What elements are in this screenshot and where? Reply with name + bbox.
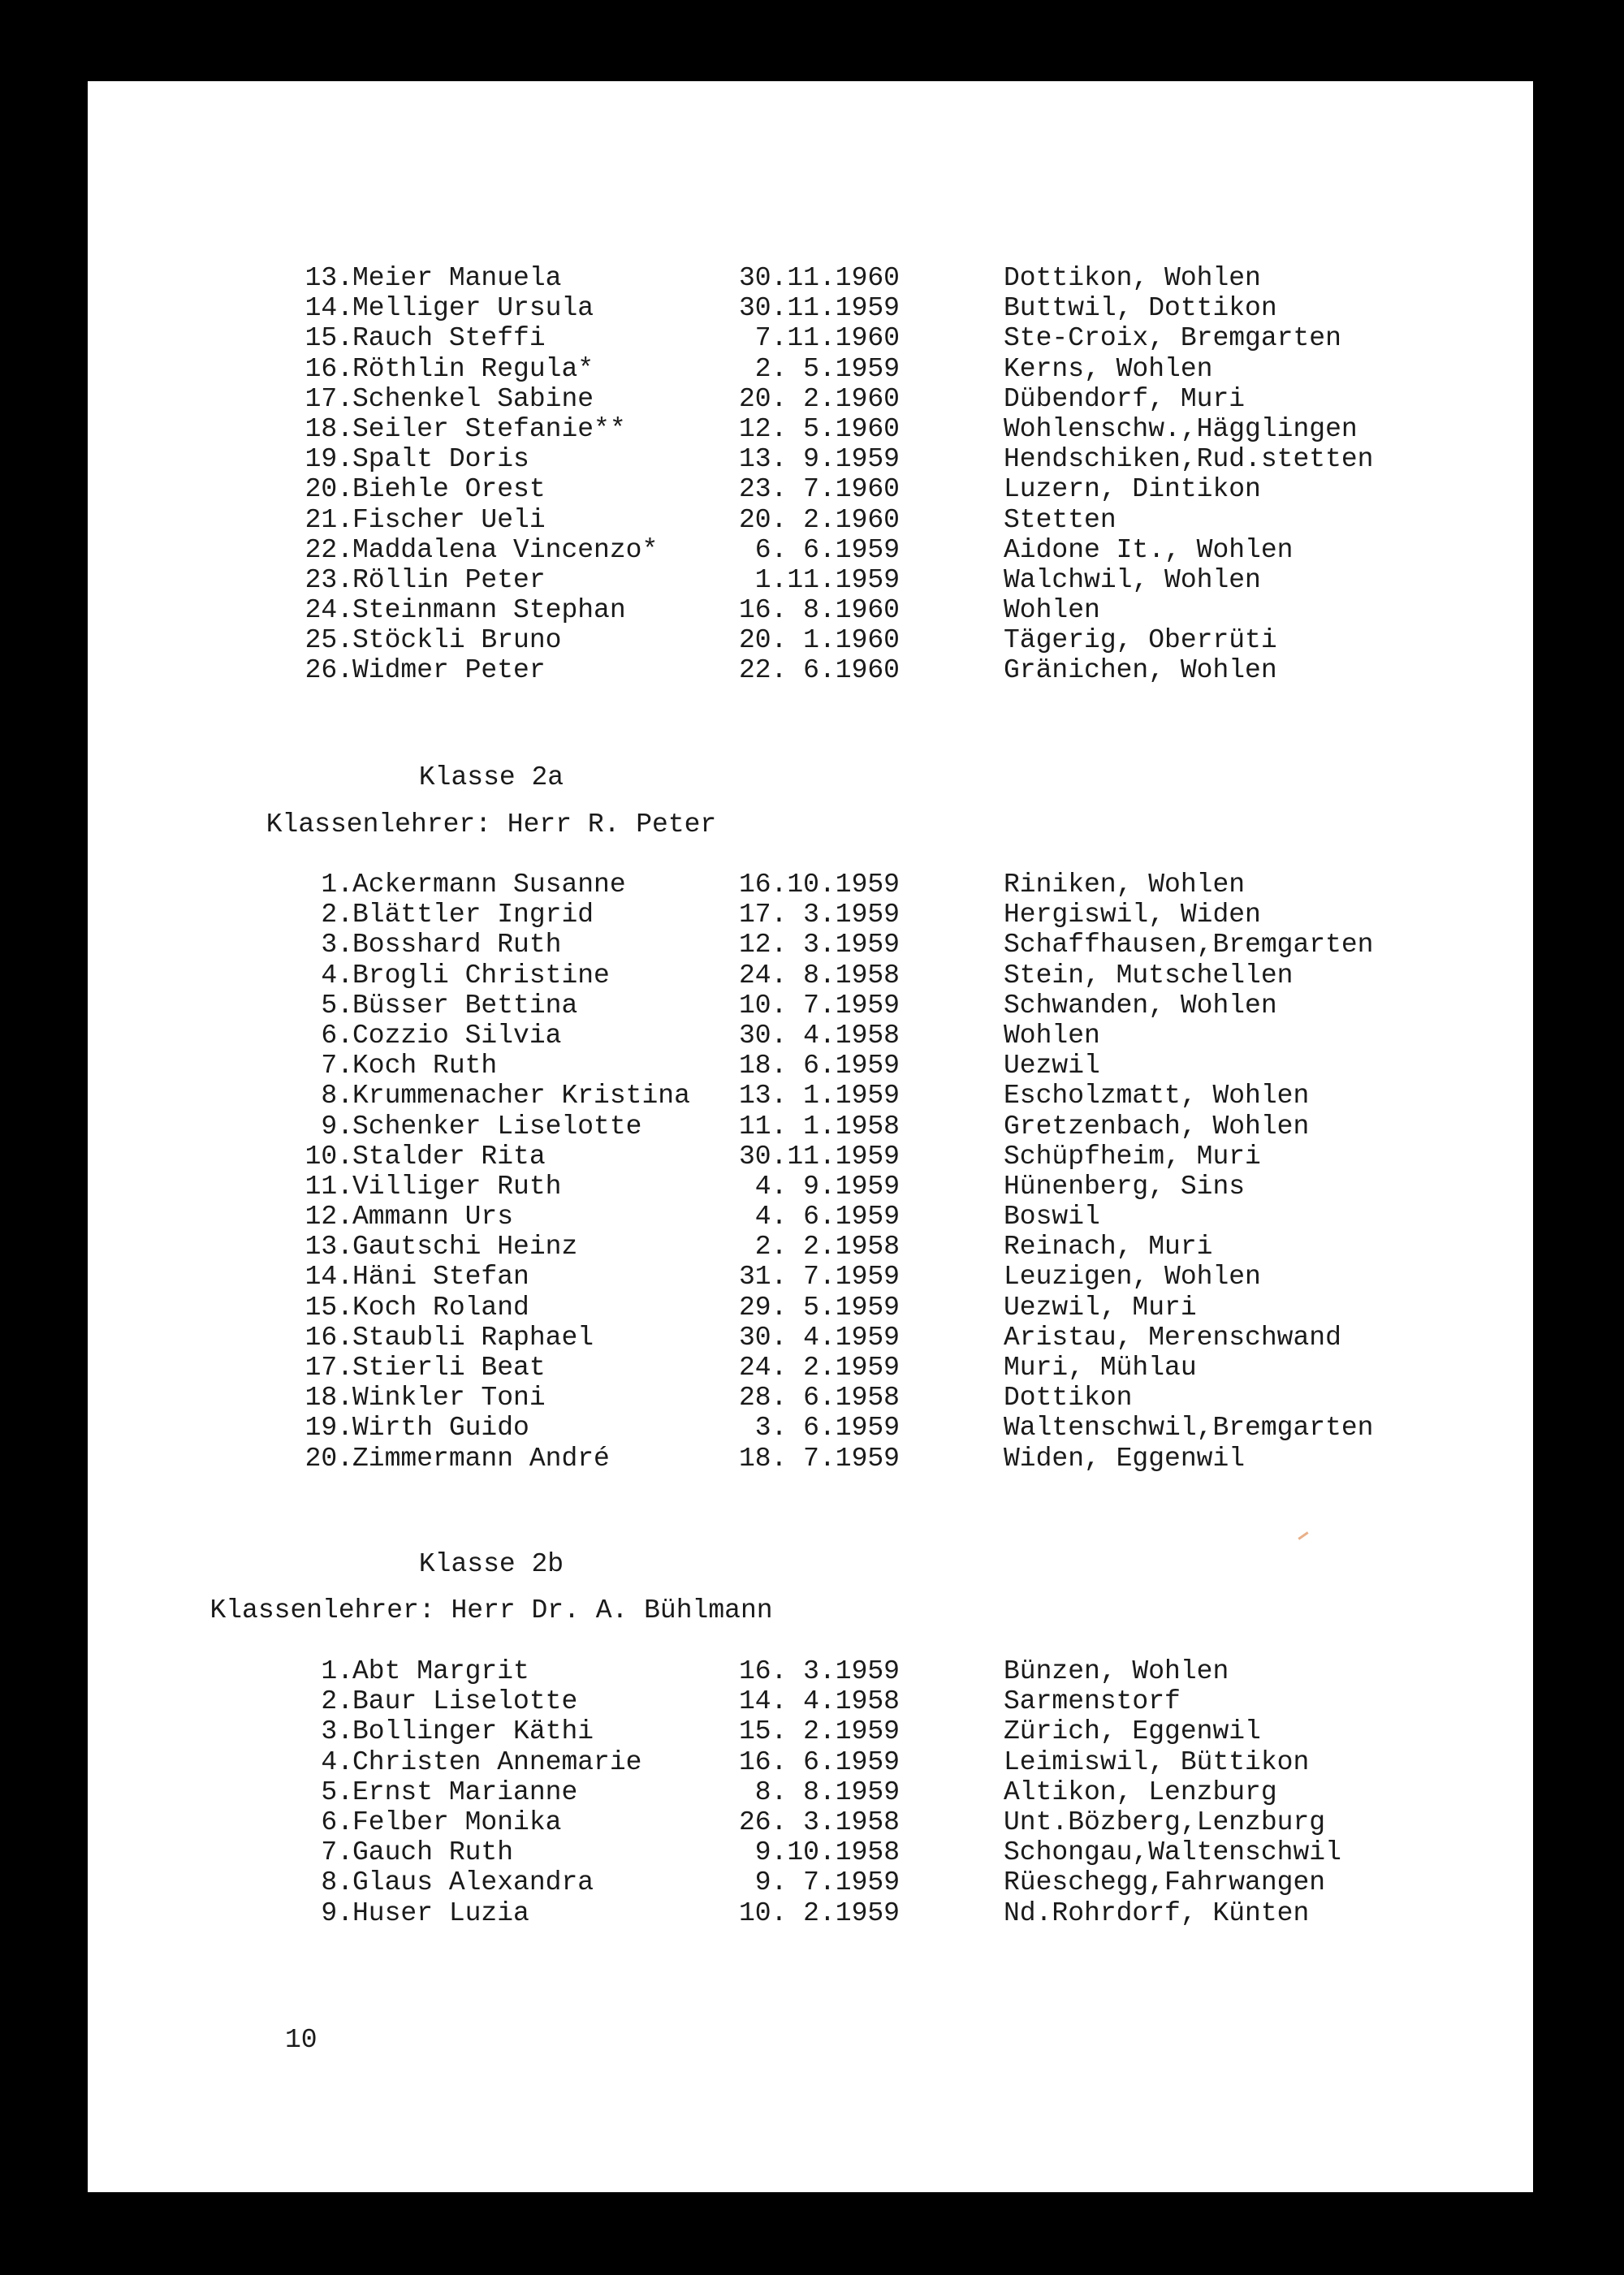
list-item [88,1353,1533,1383]
class-2b-student-list [88,1656,1533,1928]
class-2a-teacher: Klassenlehrer: Herr R. Peter [266,809,717,840]
entry-number: 4. [321,960,353,991]
birth-date: 20. 2.1960 [738,383,900,414]
home-towns: Wohlen [1004,595,1100,626]
student-name: Huser Luzia [352,1897,529,1928]
home-towns: Uezwil [1004,1051,1100,1081]
entry-number: 12. [304,1202,353,1232]
student-name: Abt Margrit [352,1656,529,1686]
birth-date: 14. 4.1958 [738,1686,900,1717]
list-item [88,1021,1533,1051]
list-item [88,930,1533,960]
list-item [88,565,1533,595]
home-towns: Schüpfheim, Muri [1004,1141,1261,1172]
list-item [88,323,1533,353]
entry-number: 5. [321,1776,353,1807]
entry-number: 24. [304,595,353,626]
birth-date: 31. 7.1959 [738,1262,900,1293]
student-name: Felber Monika [352,1807,562,1837]
student-name: Cozzio Silvia [352,1020,562,1051]
list-item [88,1383,1533,1413]
list-item [88,505,1533,535]
list-item [88,263,1533,293]
birth-date: 28. 6.1958 [738,1383,900,1414]
entry-number: 5. [321,990,353,1021]
home-towns: Hendschiken,Rud.stetten [1004,444,1374,475]
home-towns: Gränichen, Wohlen [1004,655,1277,686]
entry-number: 6. [321,1807,353,1837]
home-towns: Gretzenbach, Wohlen [1004,1111,1310,1142]
birth-date: 6. 6.1959 [754,534,900,565]
birth-date: 16. 3.1959 [738,1656,900,1686]
student-name: Spalt Doris [352,444,529,475]
list-item [88,1081,1533,1111]
birth-date: 26. 3.1958 [738,1807,900,1837]
list-item [88,1323,1533,1353]
birth-date: 23. 7.1960 [738,474,900,505]
birth-date: 24. 2.1959 [738,1353,900,1383]
entry-number: 1. [321,870,353,900]
home-towns: Rüeschegg,Fahrwangen [1004,1867,1326,1898]
entry-number: 23. [304,564,353,595]
birth-date: 20. 2.1960 [738,504,900,535]
birth-date: 30.11.1959 [738,293,900,324]
list-item [88,900,1533,930]
birth-date: 13. 9.1959 [738,444,900,475]
student-name: Biehle Orest [352,474,546,505]
student-name: Widmer Peter [352,655,546,686]
birth-date: 7.11.1960 [754,323,900,354]
home-towns: Buttwil, Dottikon [1004,293,1277,324]
list-item [88,535,1533,565]
list-item [88,444,1533,474]
home-towns: Sarmenstorf [1004,1686,1181,1717]
home-towns: Stetten [1004,504,1116,535]
home-towns: Schwanden, Wohlen [1004,990,1277,1021]
birth-date: 4. 6.1959 [754,1202,900,1232]
entry-number: 3. [321,1716,353,1747]
student-name: Fischer Ueli [352,504,546,535]
student-name: Maddalena Vincenzo* [352,534,659,565]
student-name: Melliger Ursula [352,293,594,324]
home-towns: Boswil [1004,1202,1100,1232]
student-list-continued [88,263,1533,686]
student-name: Villiger Ruth [352,1171,562,1202]
entry-number: 18. [304,413,353,444]
student-name: Schenkel Sabine [352,383,594,414]
entry-number: 15. [304,1292,353,1323]
list-item [88,474,1533,504]
student-name: Stalder Rita [352,1141,546,1172]
home-towns: Unt.Bözberg,Lenzburg [1004,1807,1326,1837]
entry-number: 7. [321,1837,353,1868]
entry-number: 17. [304,1353,353,1383]
home-towns: Wohlenschw.,Hägglingen [1004,413,1358,444]
birth-date: 29. 5.1959 [738,1292,900,1323]
entry-number: 13. [304,263,353,293]
birth-date: 4. 9.1959 [754,1171,900,1202]
entry-number: 17. [304,383,353,414]
list-item [88,1232,1533,1262]
student-name: Baur Liselotte [352,1686,578,1717]
entry-number: 20. [304,474,353,505]
birth-date: 2. 2.1958 [754,1232,900,1263]
entry-number: 2. [321,900,353,930]
list-item [88,625,1533,655]
entry-number: 20. [304,1443,353,1474]
home-towns: Tägerig, Oberrüti [1004,625,1277,656]
entry-number: 9. [321,1897,353,1928]
home-towns: Dottikon [1004,1383,1133,1414]
birth-date: 12. 5.1960 [738,413,900,444]
entry-number: 3. [321,930,353,961]
birth-date: 10. 2.1959 [738,1897,900,1928]
entry-number: 14. [304,293,353,324]
home-towns: Escholzmatt, Wohlen [1004,1081,1310,1112]
birth-date: 22. 6.1960 [738,655,900,686]
list-item [88,961,1533,991]
list-item [88,1807,1533,1837]
list-item [88,1051,1533,1081]
home-towns: Leuzigen, Wohlen [1004,1262,1261,1293]
birth-date: 24. 8.1958 [738,960,900,991]
birth-date: 9. 7.1959 [754,1867,900,1898]
list-item [88,1172,1533,1202]
pencil-mark [1298,1531,1308,1539]
birth-date: 30.11.1960 [738,263,900,293]
student-name: Gautschi Heinz [352,1232,578,1263]
entry-number: 13. [304,1232,353,1263]
class-2a-student-list [88,870,1533,1474]
list-item [88,1202,1533,1232]
list-item [88,991,1533,1021]
list-item [88,655,1533,685]
home-towns: Reinach, Muri [1004,1232,1213,1263]
list-item [88,1686,1533,1716]
student-name: Röthlin Regula* [352,353,594,384]
home-towns: Riniken, Wohlen [1004,870,1246,900]
birth-date: 3. 6.1959 [754,1413,900,1444]
student-name: Glaus Alexandra [352,1867,594,1898]
home-towns: Dottikon, Wohlen [1004,263,1261,293]
birth-date: 12. 3.1959 [738,930,900,961]
student-name: Seiler Stefanie** [352,413,626,444]
list-item [88,870,1533,900]
list-item [88,293,1533,323]
student-name: Koch Ruth [352,1051,498,1081]
entry-number: 8. [321,1081,353,1112]
student-name: Ammann Urs [352,1202,514,1232]
entry-number: 6. [321,1020,353,1051]
student-name: Bollinger Käthi [352,1716,594,1747]
list-item [88,384,1533,414]
birth-date: 8. 8.1959 [754,1776,900,1807]
student-name: Winkler Toni [352,1383,546,1414]
list-item [88,1747,1533,1777]
list-item [88,1656,1533,1686]
list-item [88,1262,1533,1292]
home-towns: Zürich, Eggenwil [1004,1716,1261,1747]
home-towns: Aristau, Merenschwand [1004,1322,1341,1353]
birth-date: 16. 8.1960 [738,595,900,626]
birth-date: 30. 4.1959 [738,1322,900,1353]
list-item [88,1142,1533,1172]
birth-date: 16. 6.1959 [738,1746,900,1777]
home-towns: Widen, Eggenwil [1004,1443,1246,1474]
class-2b-title: Klasse 2b [418,1549,564,1579]
entry-number: 10. [304,1141,353,1172]
home-towns: Schaffhausen,Bremgarten [1004,930,1374,961]
student-name: Rauch Steffi [352,323,546,354]
student-name: Stierli Beat [352,1353,546,1383]
entry-number: 11. [304,1171,353,1202]
entry-number: 18. [304,1383,353,1414]
student-name: Krummenacher Kristina [352,1081,690,1112]
home-towns: Walchwil, Wohlen [1004,564,1261,595]
birth-date: 30.11.1959 [738,1141,900,1172]
student-name: Koch Roland [352,1292,529,1323]
student-name: Brogli Christine [352,960,610,991]
student-name: Röllin Peter [352,564,546,595]
home-towns: Altikon, Lenzburg [1004,1776,1277,1807]
entry-number: 19. [304,1413,353,1444]
student-name: Bosshard Ruth [352,930,562,961]
student-name: Zimmermann André [352,1443,610,1474]
list-item [88,1413,1533,1443]
home-towns: Leimiswil, Büttikon [1004,1746,1310,1777]
home-towns: Waltenschwil,Bremgarten [1004,1413,1374,1444]
home-towns: Hergiswil, Widen [1004,900,1261,930]
list-item [88,354,1533,384]
student-name: Häni Stefan [352,1262,529,1293]
student-name: Staubli Raphael [352,1322,594,1353]
entry-number: 7. [321,1051,353,1081]
home-towns: Wohlen [1004,1020,1100,1051]
home-towns: Muri, Mühlau [1004,1353,1197,1383]
entry-number: 16. [304,1322,353,1353]
student-name: Blättler Ingrid [352,900,594,930]
entry-number: 19. [304,444,353,475]
home-towns: Schongau,Waltenschwil [1004,1837,1341,1868]
list-item [88,595,1533,625]
document-page [88,81,1533,2192]
entry-number: 4. [321,1746,353,1777]
birth-date: 30. 4.1958 [738,1020,900,1051]
entry-number: 21. [304,504,353,535]
student-name: Stöckli Bruno [352,625,562,656]
entry-number: 26. [304,655,353,686]
entry-number: 16. [304,353,353,384]
class-2b-teacher: Klassenlehrer: Herr Dr. A. Bühlmann [209,1595,773,1625]
list-item [88,1716,1533,1746]
list-item [88,1777,1533,1807]
home-towns: Bünzen, Wohlen [1004,1656,1229,1686]
home-towns: Ste-Croix, Bremgarten [1004,323,1341,354]
home-towns: Dübendorf, Muri [1004,383,1246,414]
birth-date: 18. 7.1959 [738,1443,900,1474]
list-item [88,1112,1533,1142]
entry-number: 14. [304,1262,353,1293]
entry-number: 25. [304,625,353,656]
home-towns: Aidone It., Wohlen [1004,534,1294,565]
home-towns: Kerns, Wohlen [1004,353,1213,384]
home-towns: Nd.Rohrdorf, Künten [1004,1897,1310,1928]
entry-number: 9. [321,1111,353,1142]
home-towns: Hünenberg, Sins [1004,1171,1246,1202]
student-name: Ernst Marianne [352,1776,578,1807]
birth-date: 1.11.1959 [754,564,900,595]
entry-number: 1. [321,1656,353,1686]
birth-date: 15. 2.1959 [738,1716,900,1747]
birth-date: 10. 7.1959 [738,990,900,1021]
list-item [88,1293,1533,1323]
student-name: Ackermann Susanne [352,870,626,900]
birth-date: 16.10.1959 [738,870,900,900]
home-towns: Luzern, Dintikon [1004,474,1261,505]
birth-date: 17. 3.1959 [738,900,900,930]
list-item [88,414,1533,444]
birth-date: 9.10.1958 [754,1837,900,1868]
birth-date: 20. 1.1960 [738,625,900,656]
student-name: Christen Annemarie [352,1746,642,1777]
home-towns: Stein, Mutschellen [1004,960,1294,991]
entry-number: 8. [321,1867,353,1898]
entry-number: 22. [304,534,353,565]
home-towns: Uezwil, Muri [1004,1292,1197,1323]
student-name: Meier Manuela [352,263,562,293]
list-item [88,1837,1533,1867]
birth-date: 2. 5.1959 [754,353,900,384]
list-item [88,1444,1533,1474]
student-name: Gauch Ruth [352,1837,514,1868]
list-item [88,1867,1533,1897]
entry-number: 2. [321,1686,353,1717]
class-2a-title: Klasse 2a [418,762,564,792]
student-name: Schenker Liselotte [352,1111,642,1142]
student-name: Steinmann Stephan [352,595,626,626]
student-name: Wirth Guido [352,1413,529,1444]
page-number: 10 [285,2025,317,2055]
birth-date: 11. 1.1958 [738,1111,900,1142]
entry-number: 15. [304,323,353,354]
birth-date: 18. 6.1959 [738,1051,900,1081]
list-item [88,1898,1533,1928]
birth-date: 13. 1.1959 [738,1081,900,1112]
student-name: Büsser Bettina [352,990,578,1021]
